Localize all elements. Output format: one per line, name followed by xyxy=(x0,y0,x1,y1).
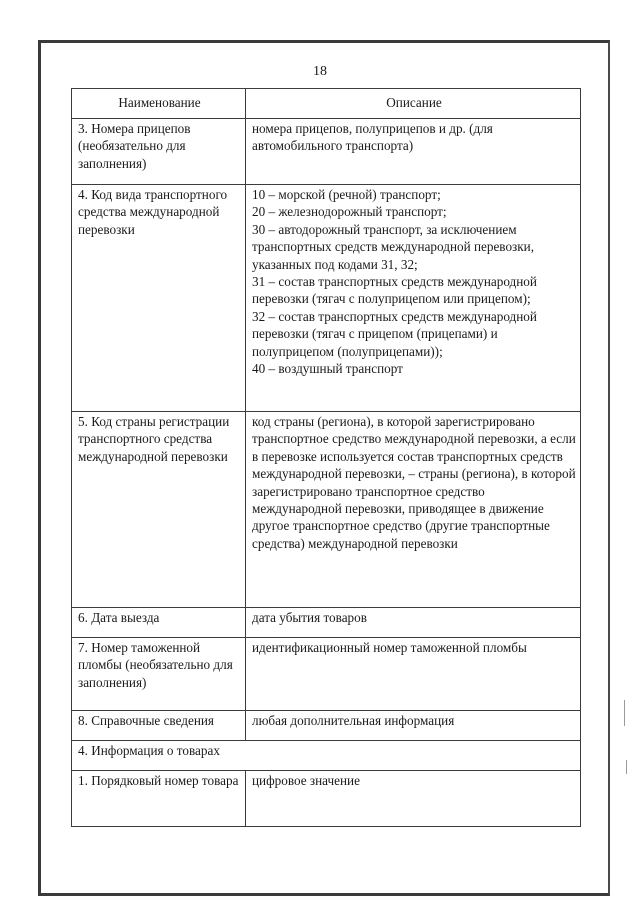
section-heading: 4. Информация о товарах xyxy=(72,741,581,771)
table-row xyxy=(72,711,581,741)
field-name: 8. Справочные сведения xyxy=(72,711,246,741)
table-row xyxy=(72,119,581,185)
table-row xyxy=(72,608,581,638)
code-line: 30 – автодорожный транспорт, за исключением транспортных средств международной перевозки, указанных под кодами 31, 32; xyxy=(252,221,535,272)
scan-edge-mark xyxy=(624,700,625,726)
code-line: 10 – морской (речной) транспорт; xyxy=(252,187,441,202)
table-row xyxy=(72,185,581,412)
code-line: 40 – воздушный транспорт xyxy=(252,361,403,377)
table-row xyxy=(72,771,581,827)
field-name: 5. Код страны регистрации транспортного средства международной перевозки xyxy=(72,412,246,608)
field-name: 7. Номер таможенной пломбы (необязательно для заполнения) xyxy=(72,638,246,711)
table-header-row xyxy=(72,89,581,119)
table-row xyxy=(72,638,581,711)
page-number: 18 xyxy=(313,64,327,79)
code-line: 31 – состав транспортных средств международной перевозки (тягач с полуприцепом или прицепом); xyxy=(252,274,537,307)
field-description: дата убытия товаров xyxy=(246,608,581,638)
field-name xyxy=(72,185,246,412)
field-name-text: 4. Код вида транспортного средства международной перевозки xyxy=(78,187,228,237)
field-description: номера прицепов, полуприцепов и др. (для автомобильного транспорта) xyxy=(246,119,581,185)
table-row xyxy=(72,412,581,608)
field-name: 1. Порядковый номер товара xyxy=(72,771,246,827)
scan-edge-mark xyxy=(626,760,627,774)
section-heading-row xyxy=(72,741,581,771)
column-header-name: Наименование xyxy=(72,89,246,119)
field-name: 6. Дата выезда xyxy=(72,608,246,638)
code-line: 32 – состав транспортных средств международной перевозки (тягач с прицепом (прицепами) и полуприцепом (полуприцепами)); xyxy=(252,308,537,359)
field-description: код страны (региона), в которой зарегистрировано транспортное средство международной перевозки, а если в перевозке используется состав транспортных средств международной перевозки, – страны (региона), в которой зарегистрировано транспортное средство международной перевозки, приводящее в движение другое транспортное средство (другие транспортные средства) международной перевозки xyxy=(246,412,581,608)
code-line: 20 – железнодорожный транспорт; xyxy=(252,204,447,220)
field-description: идентификационный номер таможенной пломбы xyxy=(246,638,581,711)
field-description: цифровое значение xyxy=(246,771,581,827)
field-description: любая дополнительная информация xyxy=(246,711,581,741)
column-header-description: Описание xyxy=(246,89,581,119)
fields-table xyxy=(71,88,581,827)
field-name: 3. Номера прицепов (необязательно для заполнения) xyxy=(72,119,246,185)
field-description xyxy=(246,185,581,412)
